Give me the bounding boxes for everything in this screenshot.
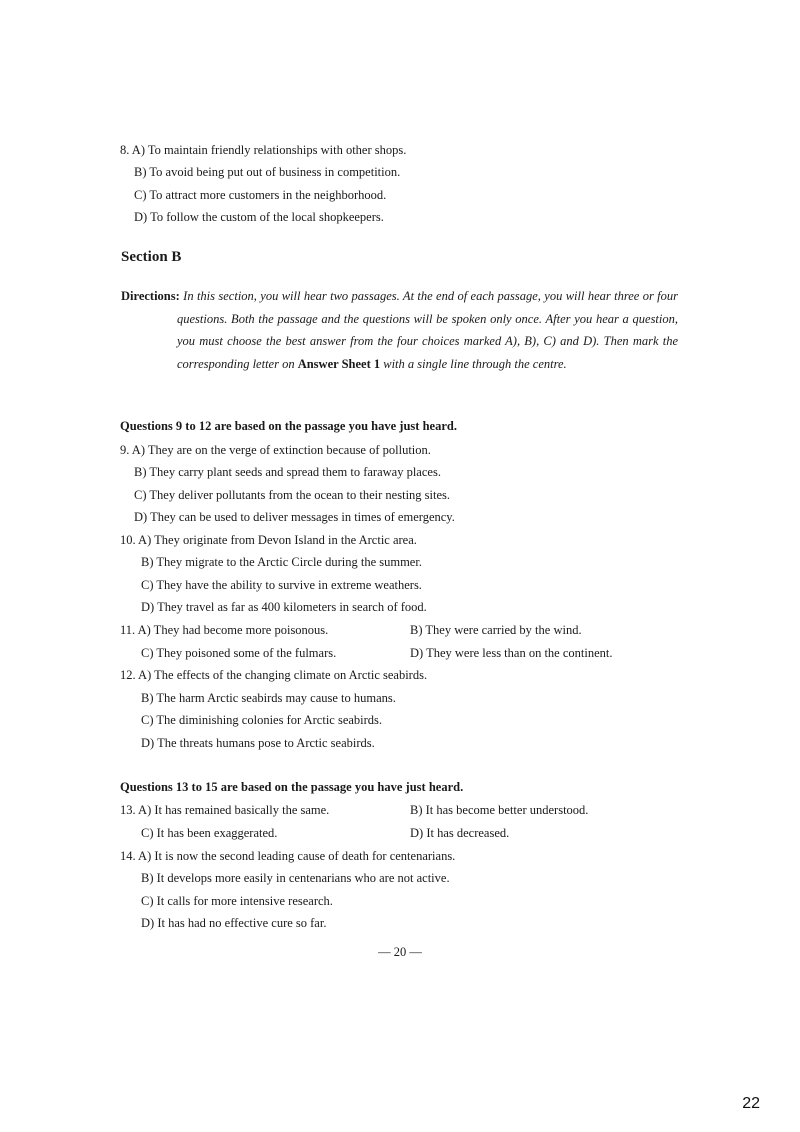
directions-text-1: In this section, you will hear two passages. At the end of each passage, you will hear three or four questions. Both the passage and the questions will be spoken only once. After you hear a question, you must choose the best answer from the four choices marked A), B), C) and D). Then mark the corresponding letter on (177, 289, 679, 371)
q13-option-d: D) It has decreased. (410, 826, 510, 840)
corner-page-number: 22 (742, 1095, 760, 1112)
q11-option-a: 11. A) They had become more poisonous. (120, 623, 329, 637)
q10-option-b: B) They migrate to the Arctic Circle during the summer. (141, 555, 422, 569)
section-title: Section B (121, 249, 182, 265)
q8-option-d: D) To follow the custom of the local shopkeepers. (134, 210, 384, 224)
q14-option-c: C) It calls for more intensive research. (141, 894, 333, 908)
q9-option-a: 9. A) They are on the verge of extinction because of pollution. (120, 443, 431, 457)
q11-option-b: B) They were carried by the wind. (410, 623, 582, 637)
directions (121, 285, 678, 375)
q12-option-c: C) The diminishing colonies for Arctic seabirds. (141, 713, 383, 727)
q13-option-c: C) It has been exaggerated. (141, 826, 278, 840)
q12-option-b: B) The harm Arctic seabirds may cause to humans. (141, 691, 396, 705)
directions-text-2: with a single line through the centre. (383, 356, 567, 371)
q9-option-d: D) They can be used to deliver messages in times of emergency. (134, 510, 455, 524)
page-number: — 20 — (378, 945, 422, 959)
group-heading-13-15: Questions 13 to 15 are based on the passage you have just heard. (120, 780, 464, 794)
q14-option-d: D) It has had no effective cure so far. (141, 916, 327, 930)
q8-option-c: C) To attract more customers in the neighborhood. (134, 188, 387, 202)
q11-option-c: C) They poisoned some of the fulmars. (141, 646, 337, 660)
q10-option-c: C) They have the ability to survive in extreme weathers. (141, 578, 422, 592)
group-heading-9-12: Questions 9 to 12 are based on the passage you have just heard. (120, 419, 457, 433)
q13-option-b: B) It has become better understood. (410, 803, 589, 817)
q8-option-b: B) To avoid being put out of business in competition. (134, 165, 401, 179)
answer-sheet-label: Answer Sheet 1 (297, 356, 381, 371)
q13-option-a: 13. A) It has remained basically the same. (120, 803, 330, 817)
q14-option-b: B) It develops more easily in centenarians who are not active. (141, 871, 450, 885)
directions-label: Directions: (121, 289, 180, 303)
q11-option-d: D) They were less than on the continent. (410, 646, 613, 660)
q8-option-a: 8. A) To maintain friendly relationships with other shops. (120, 143, 407, 157)
q10-option-a: 10. A) They originate from Devon Island in the Arctic area. (120, 533, 417, 547)
q12-option-d: D) The threats humans pose to Arctic seabirds. (141, 736, 375, 750)
q14-option-a: 14. A) It is now the second leading cause of death for centenarians. (120, 849, 456, 863)
q12-option-a: 12. A) The effects of the changing climate on Arctic seabirds. (120, 668, 428, 682)
q9-option-c: C) They deliver pollutants from the ocean to their nesting sites. (134, 488, 451, 502)
q9-option-b: B) They carry plant seeds and spread them to faraway places. (134, 465, 441, 479)
q10-option-d: D) They travel as far as 400 kilometers in search of food. (141, 600, 427, 614)
